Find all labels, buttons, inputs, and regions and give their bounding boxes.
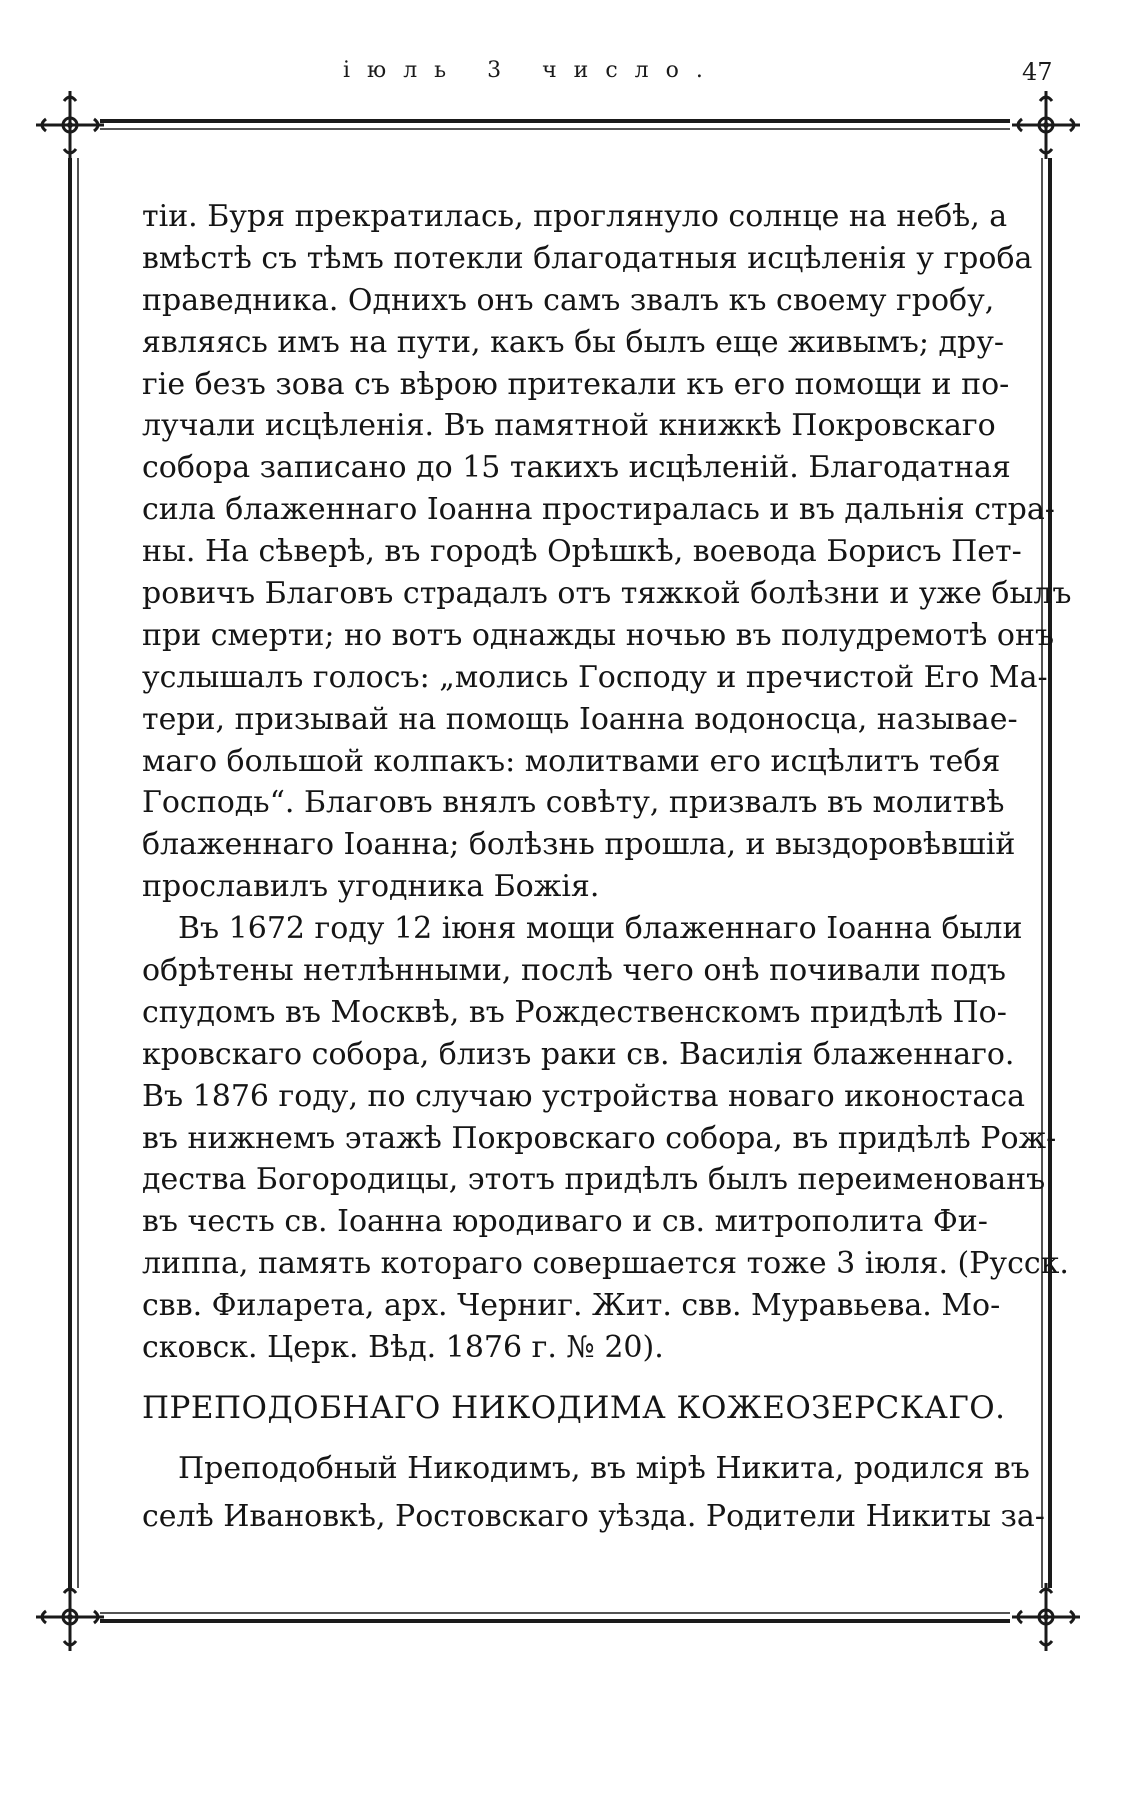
- corner-ornament-top-right: [1012, 91, 1080, 159]
- text-line: лучали исцѣленія. Въ памятной книжкѣ Покровскаго: [142, 408, 996, 444]
- page-number: 47: [1022, 58, 1053, 86]
- text-line: праведника. Однихъ онъ самъ звалъ къ своему гробу,: [142, 282, 995, 318]
- text-line: собора записано до 15 такихъ исцѣленій. Благодатная: [142, 450, 1011, 486]
- text-line: кровскаго собора, близъ раки св. Василія блаженнаго.: [142, 1036, 1015, 1072]
- running-title: іюль 3 число.: [343, 58, 720, 83]
- corner-ornament-bottom-left: [36, 1583, 104, 1651]
- text-line: селѣ Ивановкѣ, Ростовскаго уѣзда. Родители Никиты за-: [142, 1498, 1045, 1534]
- text-line: тіи. Буря прекратилась, проглянуло солнце на небѣ, а: [142, 199, 1008, 234]
- text-line: при смерти; но вотъ однажды ночью въ полудремотѣ онъ: [142, 617, 1055, 653]
- text-line: тери, призывай на помощь Іоанна водоносца, называе-: [142, 701, 1018, 737]
- text-line: вмѣстѣ съ тѣмъ потекли благодатныя исцѣленія у гроба: [142, 240, 1033, 276]
- text-line: прославилъ угодника Божія.: [142, 869, 600, 905]
- text-line: блаженнаго Іоанна; болѣзнь прошла, и выздоровѣвшій: [142, 827, 1016, 863]
- text-line: маго большой колпакъ: молитвами его исцѣлитъ тебя: [142, 743, 1001, 779]
- text-line: свв. Филарета, арх. Черниг. Жит. свв. Муравьева. Мо-: [142, 1288, 1001, 1324]
- text-line: спудомъ въ Москвѣ, въ Рождественскомъ придѣлѣ По-: [142, 994, 1007, 1030]
- section-heading: ПРЕПОДОБНАГО НИКОДИМА КОЖЕОЗЕРСКАГО.: [142, 1389, 1006, 1426]
- text-line: ны. На сѣверѣ, въ городѣ Орѣшкѣ, воевода Борисъ Пет-: [142, 534, 1022, 570]
- text-line: въ нижнемъ этажѣ Покровскаго собора, въ придѣлѣ Рож-: [142, 1120, 1057, 1156]
- text-line: сковск. Церк. Вѣд. 1876 г. № 20).: [142, 1330, 664, 1366]
- text-line: Въ 1876 году, по случаю устройства новаго иконостаса: [142, 1078, 1026, 1114]
- text-line: дества Богородицы, этотъ придѣлъ былъ переименованъ: [142, 1162, 1046, 1198]
- text-line: липпа, память котораго совершается тоже 3 іюля. (Русск.: [142, 1246, 1069, 1282]
- text-line: услышалъ голосъ: „молись Господу и пречистой Его Ма-: [142, 659, 1048, 695]
- text-line: ровичъ Благовъ страдалъ отъ тяжкой болѣзни и уже былъ: [142, 576, 1072, 612]
- text-line: въ честь св. Іоанна юродиваго и св. митрополита Фи-: [142, 1204, 988, 1240]
- paragraph-1: [142, 196, 1072, 908]
- text-block: [142, 196, 1072, 1541]
- paragraph-2: [142, 908, 1069, 1369]
- corner-ornament-top-left: [36, 91, 104, 159]
- corner-ornament-bottom-right: [1012, 1583, 1080, 1651]
- text-line: являясь имъ на пути, какъ бы былъ еще живымъ; дру-: [142, 324, 1005, 360]
- paragraph-3: [142, 1445, 1045, 1541]
- text-line: Господь“. Благовъ внялъ совѣту, призвалъ въ молитвѣ: [142, 785, 1005, 821]
- text-line: обрѣтены нетлѣнными, послѣ чего онѣ почивали подъ: [142, 953, 1006, 989]
- text-line: гіе безъ зова съ вѣрою притекали къ его помощи и по-: [142, 366, 1010, 402]
- text-line: Преподобный Никодимъ, въ мірѣ Никита, родился въ: [178, 1450, 1030, 1486]
- text-line: сила блаженнаго Іоанна простиралась и въ дальнія стра-: [142, 492, 1055, 528]
- text-line: Въ 1672 году 12 іюня мощи блаженнаго Іоанна были: [178, 911, 1023, 947]
